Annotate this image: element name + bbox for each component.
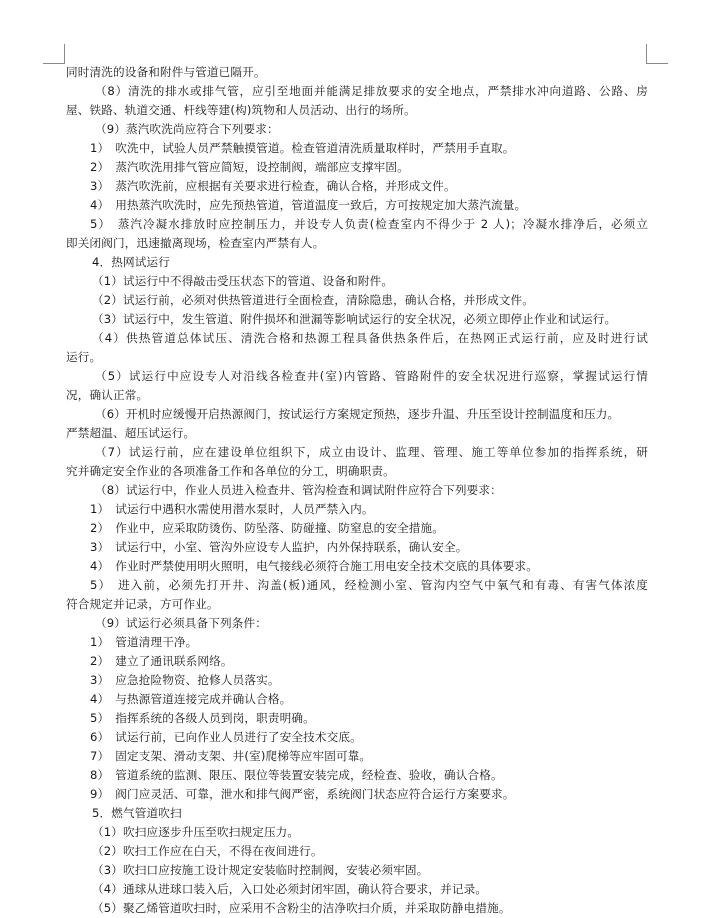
text-line: （9）试运行必须具备下列条件： (95, 616, 267, 630)
document-body (66, 63, 648, 918)
text-line: 6） 试运行前，已向作业人员进行了安全技术交底。 (90, 730, 362, 744)
text-line: （4）供热管道总体试压、清洗合格和热源工程具备供热条件后，在热网正式运行前，应及时进行试 (92, 331, 648, 345)
text-line: （4）通球从进球口装入后，入口处必须封闭牢固，确认符合要求，并记录。 (92, 882, 488, 896)
text-line: （6）开机时应缓慢开启热源阀门，按试运行方案规定预热，逐步升温、升压至设计控制温度和压力。 (95, 407, 620, 421)
crop-mark-left-vertical (64, 44, 65, 64)
text-line: 5．燃气管道吹扫 (92, 806, 182, 820)
text-line: 4） 用热蒸汽吹洗时，应先预热管道，管道温度一致后，方可按规定加大蒸汽流量。 (90, 198, 527, 212)
text-line: 即关闭阀门，迅速撤离现场，检查室内严禁有人。 (66, 236, 325, 250)
crop-mark-right-horizontal (646, 63, 668, 64)
text-line: 同时清洗的设备和附件与管道已隔开。 (66, 65, 266, 79)
text-line: 4．热网试运行 (92, 255, 170, 269)
text-line: 5） 进入前，必须先打开井、沟盖(板)通风，经检测小室、管沟内空气中氧气和有毒、有害气体浓度 (90, 578, 648, 592)
text-line: 1） 吹洗中，试验人员严禁触摸管道。检查管道清洗质量取样时，严禁用手直取。 (90, 141, 515, 155)
text-line: （5）试运行中应设专人对沿线各检查井(室)内管路、管路附件的安全状况进行巡察，掌握试运行情 (95, 369, 648, 383)
text-line: （2）吹扫工作应在白天，不得在夜间进行。 (92, 844, 323, 858)
text-line: 5） 指挥系统的各级人员到岗，职责明确。 (90, 711, 315, 725)
text-line: 3） 应急抢险物资、抢修人员落实。 (90, 673, 280, 687)
text-line: （8）试运行中，作业人员进入检查井、管沟检查和调试附件应符合下列要求： (95, 483, 502, 497)
text-line: （1）试运行中不得敲击受压状态下的管道、设备和附件。 (92, 274, 394, 288)
text-line: 5） 蒸汽冷凝水排放时应控制压力，并设专人负责(检查室内不得少于 2 人)；冷凝水排净后，必须立 (90, 217, 648, 231)
text-line: 2） 作业中，应采取防烫伤、防坠落、防碰撞、防窒息的安全措施。 (90, 521, 445, 535)
text-line: 况，确认正常。 (66, 388, 149, 402)
text-line: （9）蒸汽吹洗尚应符合下列要求： (95, 122, 279, 136)
text-line: （3）试运行中，发生管道、附件损坏和泄漏等影响试运行的安全状况，必须立即停止作业和试运行。 (92, 312, 617, 326)
text-line: 严禁超温、超压试运行。 (66, 426, 196, 440)
text-line: 1） 管道清理干净。 (90, 635, 198, 649)
text-line: 运行。 (66, 350, 102, 364)
text-line: （7）试运行前，应在建设单位组织下，成立由设计、监理、管理、施工等单位参加的指挥系统，研 (95, 445, 648, 459)
text-line: 8） 管道系统的监测、限压、限位等装置安装完成，经检查、验收，确认合格。 (90, 768, 503, 782)
text-line: 屋、铁路、轨道交通、杆线等建(构)筑物和人员活动、出行的场所。 (66, 103, 416, 117)
crop-mark-right-vertical (646, 44, 647, 64)
text-line: （3）吹扫口应按施工设计规定安装临时控制阀，安装必须牢固。 (92, 863, 429, 877)
text-line: （1）吹扫应逐步升压至吹扫规定压力。 (92, 825, 300, 839)
crop-mark-left-horizontal (43, 63, 65, 64)
text-line: 3） 试运行中，小室、管沟外应设专人监护，内外保持联系，确认安全。 (90, 540, 468, 554)
text-line: 2） 建立了通讯联系网络。 (90, 654, 233, 668)
text-line: 9） 阀门应灵活、可靠，泄水和排气阀严密，系统阀门状态应符合运行方案要求。 (90, 787, 515, 801)
text-line: 究并确定安全作业的各项准备工作和各单位的分工，明确职责。 (66, 464, 395, 478)
text-line: （2）试运行前，必须对供热管道进行全面检查，清除隐患，确认合格，并形成文件。 (92, 293, 535, 307)
text-line: （5）聚乙烯管道吹扫时，应采用不含粉尘的洁净吹扫介质，并采取防静电措施。 (92, 901, 511, 915)
text-line: 4） 作业时严禁使用明火照明，电气接线必须符合施工用电安全技术交底的具体要求。 (90, 559, 538, 573)
text-line: 7） 固定支架、滑动支架、井(室)爬梯等应牢固可靠。 (90, 749, 372, 763)
text-line: 符合规定并记录，方可作业。 (66, 597, 219, 611)
text-line: 1） 试运行中遇积水需使用潜水泵时，人员严禁入内。 (90, 502, 374, 516)
text-line: （8）清洗的排水或排气管，应引至地面并能满足排放要求的安全地点，严禁排水冲向道路、公路、房 (95, 84, 648, 98)
text-line: 3） 蒸汽吹洗前，应根据有关要求进行检查，确认合格，并形成文件。 (90, 179, 456, 193)
text-line: 2） 蒸汽吹洗用排气管应简短，设控制阀，端部应支撑牢固。 (90, 160, 409, 174)
text-line: 4） 与热源管道连接完成并确认合格。 (90, 692, 292, 706)
